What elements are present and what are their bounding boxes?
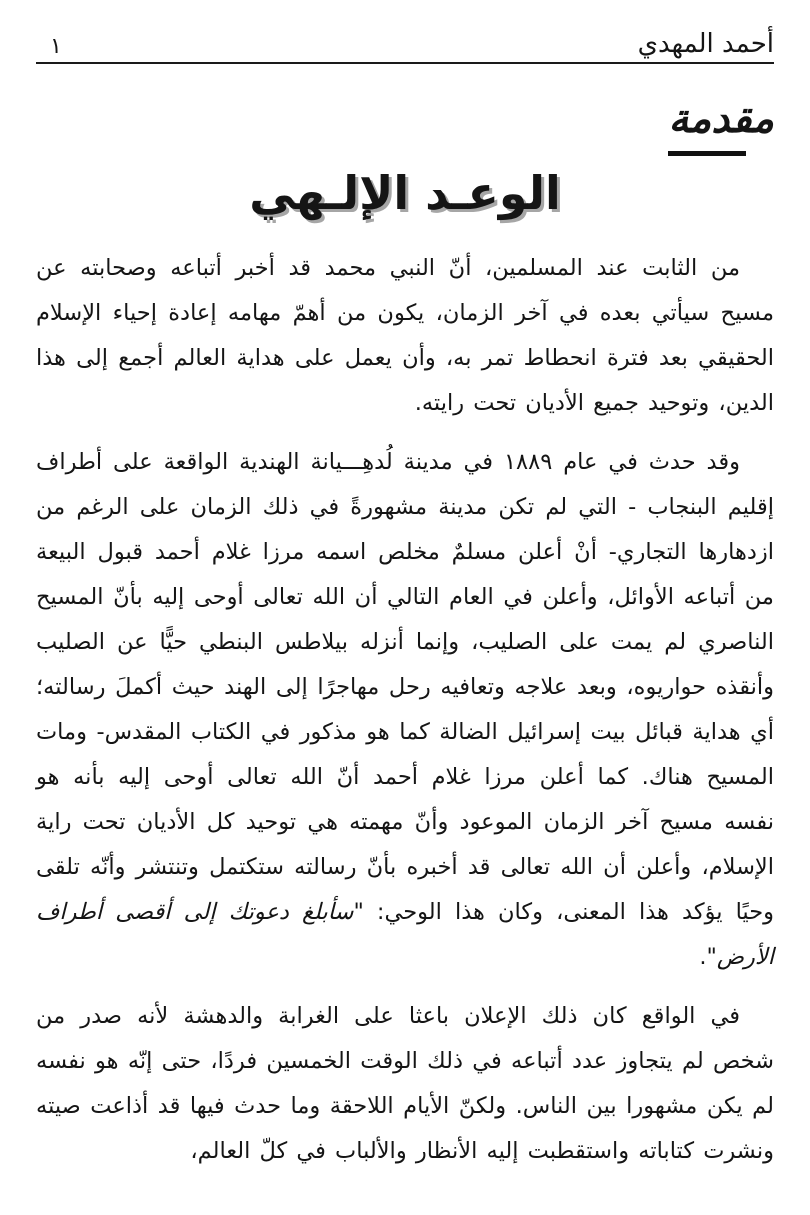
section-label-underline xyxy=(668,151,746,156)
paragraph-2-text: وقد حدث في عام ١٨٨٩ في مدينة لُدهِـــيانة الهندية الواقعة على أطراف إقليم البنجاب - التي لم تكن مدينة مشهورةً في ذلك الزمان على الرغم من ازدهارها التجاري- أنْ أعلن مسلمٌ مخلص اسمه مرزا غلام أحمد قبول البيعة من أتباعه الأوائل، وأعلن في العام التالي أن الله تعالى أوحى إليه بأنّ المسيح الناصري لم يمت على الصليب، وإنما أنزله بيلاطس البنطي حيًّا عن الصليب وأنقذه حواريوه، وبعد علاجه وتعافيه رحل مهاجرًا إلى الهند حيث أكملَ رسالته؛ أي هداية قبائل بيت إسرائيل الضالة كما هو مذكور في الكتاب المقدس- ومات المسيح هناك. كما أعلن مرزا غلام أحمد أنّ الله تعالى أوحى إليه بأنه هو نفسه مسيح آخر الزمان الموعود وأنّ مهمته هي توحيد كل الأديان تحت راية الإسلام، وأعلن أن الله تعالى قد أخبره بأنّ رسالته ستكتمل وتنتشر وأنّه تلقى وحيًا يؤكد هذا المعنى، وكان هذا الوحي: " xyxy=(36,448,774,925)
running-head-book-title: أحمد المهدي xyxy=(637,28,774,59)
section-label-block xyxy=(668,96,774,156)
paragraph-3: في الواقع كان ذلك الإعلان باعثا على الغرابة والدهشة لأنه صدر من شخص لم يتجاوز عدد أتباعه في ذلك الوقت الخمسين فردًا، حتى إنّه هو نفسه لم يكن مشهورا بين الناس. ولكنّ الأيام اللاحقة وما حدث فيها قد أذاعت صيته ونشرت كتاباته واستقطبت إليه الأنظار والألباب في كلّ العالم، xyxy=(36,1002,774,1164)
page-header xyxy=(36,14,774,60)
chapter-title: الوعـد الإلـهي xyxy=(249,166,561,220)
revelation-quote: سأبلغ دعوتك إلى أقصى أطراف الأرض xyxy=(36,898,774,970)
body-text xyxy=(36,246,774,1174)
paragraph-2-closing: ". xyxy=(699,943,717,970)
page-number: ١ xyxy=(50,33,62,59)
paragraph-2 xyxy=(36,440,774,980)
section-label: مقدمة xyxy=(668,96,774,142)
header-rule xyxy=(36,62,774,64)
paragraph-1: من الثابت عند المسلمين، أنّ النبي محمد قد أخبر أتباعه وصحابته عن مسيح سيأتي بعده في آخر الزمان، يكون من أهمّ مهامه إعادة إحياء الإسلام الحقيقي بعد فترة انحطاط تمر به، وأن يعمل على هداية العالم أجمع إلى هذا الدين، وتوحيد جميع الأديان تحت رايته. xyxy=(36,254,774,416)
